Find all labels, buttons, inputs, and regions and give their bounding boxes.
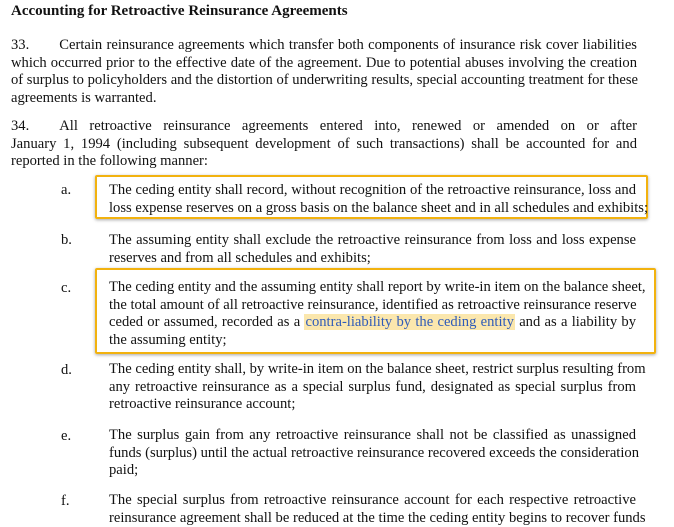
section-heading: Accounting for Retroactive Reinsurance Agreements: [11, 3, 348, 19]
paragraph-34: [11, 118, 637, 171]
paragraph-line: reported in the following manner:: [11, 153, 208, 169]
item-e-text: The surplus gain from any retroactive reinsurance shall not be classified as unassigned funds (surplus) until the actual retroactive reinsurance recovered exceeds the consideration paid;: [109, 427, 640, 478]
item-letter-d: d.: [61, 362, 72, 378]
item-letter-b: b.: [61, 232, 72, 248]
paragraph-line: agreements is warranted.: [11, 89, 157, 106]
item-letter-f: f.: [61, 493, 70, 509]
paragraph-line: of surplus to policyholders and the distortion of underwriting results, special accounting treatment for these: [11, 72, 638, 88]
item-c-text: The ceding entity and the assuming entity shall report by write-in item on the balance sheet, the total amount of all retroactive reinsurance, identified as retroactive reinsurance reserve ceded or assumed, recorded as a contra-liability by the ceding entity and as a liability by the assuming entity;: [109, 279, 646, 348]
paragraph-line: 33. Certain reinsurance agreements which transfer both components of insurance risk cover liabilities: [11, 37, 637, 53]
item-a-text: The ceding entity shall record, without recognition of the retroactive reinsurance, loss and loss expense reserves on a gross basis on the balance sheet and in all schedules and exhibits;: [109, 182, 649, 216]
item-letter-c: c.: [61, 280, 72, 296]
paragraph-33: [11, 37, 637, 107]
paragraph-number: 34.: [11, 118, 30, 134]
item-b-text: The assuming entity shall exclude the retroactive reinsurance from loss and loss expense reserves and from all schedules and exhibits;: [109, 232, 636, 266]
paragraph-line: which occurred prior to the effective date of the agreement. Due to potential abuses involving the creation: [11, 54, 637, 71]
item-d-text: The ceding entity shall, by write-in item on the balance sheet, restrict surplus resulting from any retroactive reinsurance as a special surplus fund, designated as special surplus from retroactive reinsurance account;: [109, 361, 646, 412]
item-letter-a: a.: [61, 182, 72, 198]
paragraph-line: January 1, 1994 (including subsequent development of such transactions) shall be accounted for and: [11, 135, 637, 152]
highlighted-phrase: contra-liability by the ceding entity: [305, 314, 514, 330]
paragraph-number: 33.: [11, 37, 30, 53]
item-f-text: The special surplus from retroactive reinsurance account for each respective retroactive reinsurance agreement shall be reduced at the time the ceding entity begins to recover funds: [109, 492, 646, 526]
item-letter-e: e.: [61, 428, 72, 444]
paragraph-line: 34. All retroactive reinsurance agreements entered into, renewed or amended on or after: [11, 118, 637, 134]
